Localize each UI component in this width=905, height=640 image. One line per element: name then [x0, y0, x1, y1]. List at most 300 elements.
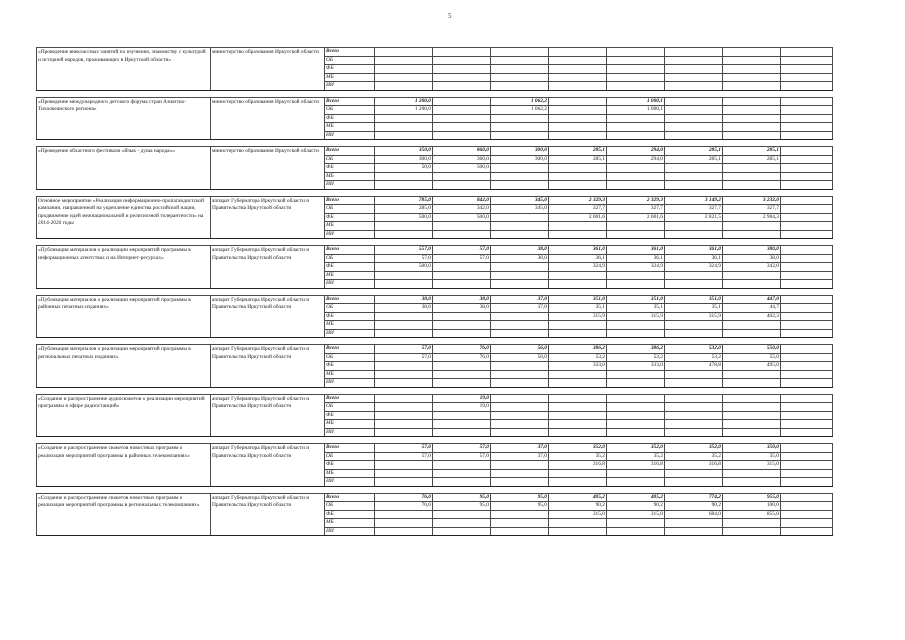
amount-cell: 285,1: [549, 147, 607, 156]
block-gap: [37, 486, 833, 493]
amount-cell: [491, 461, 549, 470]
funding-source-cell: Всего: [325, 444, 375, 453]
amount-cell: 300,0: [375, 155, 433, 164]
amount-cell: 90,2: [665, 502, 723, 511]
amount-cell: [433, 370, 491, 379]
amount-cell: [781, 461, 833, 470]
funding-source-cell: ИИ: [325, 131, 375, 140]
amount-cell: [607, 420, 665, 429]
amount-cell: [781, 295, 833, 304]
funding-source-cell: МБ: [325, 420, 375, 429]
amount-cell: 380,0: [723, 246, 781, 255]
amount-cell: [375, 321, 433, 330]
amount-cell: [375, 271, 433, 280]
funding-source-cell: ИИ: [325, 181, 375, 190]
amount-cell: 56,0: [491, 353, 549, 362]
executor-cell: аппарат Губернатора Иркутской области и Правительства Иркутской области: [211, 493, 325, 536]
amount-cell: 860,0: [433, 147, 491, 156]
amount-cell: 785,0: [375, 196, 433, 205]
amount-cell: 352,0: [607, 444, 665, 453]
amount-cell: [781, 444, 833, 453]
amount-cell: [665, 181, 723, 190]
amount-cell: 285,0: [375, 205, 433, 214]
amount-cell: 315,0: [549, 510, 607, 519]
amount-cell: [607, 379, 665, 388]
amount-cell: 324,9: [607, 263, 665, 272]
amount-cell: [723, 428, 781, 437]
executor-cell: аппарат Губернатора Иркутской области и Правительства Иркутской области: [211, 444, 325, 487]
amount-cell: [665, 403, 723, 412]
funding-source-cell: ФБ: [325, 164, 375, 173]
amount-cell: 495,0: [723, 362, 781, 371]
funding-source-cell: МБ: [325, 123, 375, 132]
amount-cell: [491, 428, 549, 437]
amount-cell: 315,9: [607, 312, 665, 321]
funding-source-cell: ФБ: [325, 263, 375, 272]
amount-cell: [375, 131, 433, 140]
amount-cell: [491, 56, 549, 65]
table-row: [37, 196, 833, 205]
amount-cell: 19,0: [433, 394, 491, 403]
amount-cell: [665, 379, 723, 388]
amount-cell: [781, 469, 833, 478]
amount-cell: 76,0: [375, 493, 433, 502]
funding-source-cell: Всего: [325, 295, 375, 304]
executor-cell: министерство образования Иркутской области: [211, 97, 325, 140]
amount-cell: 333,0: [607, 362, 665, 371]
event-name-cell: «Проведение областного фестиваля «Язык - душа народа»»: [37, 147, 211, 190]
amount-cell: 56,0: [491, 345, 549, 354]
amount-cell: [723, 329, 781, 338]
funding-source-cell: ФБ: [325, 461, 375, 470]
table-row: [37, 97, 833, 106]
amount-cell: [665, 131, 723, 140]
amount-cell: [665, 394, 723, 403]
amount-cell: [375, 280, 433, 289]
amount-cell: [723, 65, 781, 74]
amount-cell: 2 001,6: [549, 213, 607, 222]
amount-cell: 38,0: [375, 304, 433, 313]
amount-cell: 35,1: [549, 304, 607, 313]
table-body: [37, 48, 833, 536]
amount-cell: 324,9: [549, 263, 607, 272]
amount-cell: 447,0: [723, 295, 781, 304]
amount-cell: [781, 65, 833, 74]
amount-cell: [375, 403, 433, 412]
block-gap: [37, 90, 833, 97]
amount-cell: 2 001,6: [607, 213, 665, 222]
amount-cell: [781, 493, 833, 502]
amount-cell: 38,0: [433, 304, 491, 313]
amount-cell: [607, 123, 665, 132]
amount-cell: [665, 230, 723, 239]
amount-cell: [433, 280, 491, 289]
amount-cell: [607, 82, 665, 91]
amount-cell: [549, 519, 607, 528]
amount-cell: 1 000,1: [607, 97, 665, 106]
amount-cell: [665, 469, 723, 478]
amount-cell: [549, 106, 607, 115]
amount-cell: [549, 394, 607, 403]
amount-cell: [781, 353, 833, 362]
amount-cell: 38,0: [491, 246, 549, 255]
amount-cell: [607, 428, 665, 437]
amount-cell: [491, 73, 549, 82]
funding-source-cell: Всего: [325, 196, 375, 205]
amount-cell: [781, 205, 833, 214]
amount-cell: [665, 321, 723, 330]
amount-cell: 774,2: [665, 493, 723, 502]
table-row: [37, 147, 833, 156]
block-gap: [37, 140, 833, 147]
amount-cell: 36,1: [665, 254, 723, 263]
amount-cell: [665, 97, 723, 106]
amount-cell: [781, 263, 833, 272]
amount-cell: 44,7: [723, 304, 781, 313]
amount-cell: [665, 56, 723, 65]
amount-cell: [781, 403, 833, 412]
amount-cell: [491, 362, 549, 371]
amount-cell: [723, 48, 781, 57]
amount-cell: [549, 403, 607, 412]
amount-cell: [375, 420, 433, 429]
funding-source-cell: МБ: [325, 222, 375, 231]
gap-cell: [37, 437, 833, 444]
amount-cell: 294,0: [607, 155, 665, 164]
amount-cell: 342,0: [433, 205, 491, 214]
funding-source-cell: ОБ: [325, 502, 375, 511]
event-name-cell: «Проведение международного детского форума стран Азиатско-Тихоокеанского региона»: [37, 97, 211, 140]
amount-cell: [491, 181, 549, 190]
amount-cell: [665, 411, 723, 420]
amount-cell: 315,0: [723, 461, 781, 470]
amount-cell: 95,0: [491, 502, 549, 511]
block-gap: [37, 189, 833, 196]
funding-source-cell: ИИ: [325, 329, 375, 338]
amount-cell: [665, 370, 723, 379]
amount-cell: 57,0: [375, 452, 433, 461]
amount-cell: 842,0: [433, 196, 491, 205]
amount-cell: [491, 527, 549, 536]
amount-cell: [375, 478, 433, 487]
amount-cell: 352,0: [549, 444, 607, 453]
amount-cell: 36,1: [549, 254, 607, 263]
amount-cell: 53,2: [607, 353, 665, 362]
amount-cell: [665, 478, 723, 487]
funding-source-cell: ОБ: [325, 254, 375, 263]
block-gap: [37, 239, 833, 246]
amount-cell: 2 821,5: [665, 213, 723, 222]
amount-cell: [433, 461, 491, 470]
amount-cell: 352,0: [665, 444, 723, 453]
amount-cell: 285,1: [549, 155, 607, 164]
amount-cell: 315,9: [549, 312, 607, 321]
amount-cell: [723, 271, 781, 280]
amount-cell: [665, 271, 723, 280]
amount-cell: 53,2: [665, 353, 723, 362]
amount-cell: [781, 271, 833, 280]
amount-cell: 327,7: [665, 205, 723, 214]
amount-cell: 351,0: [549, 295, 607, 304]
amount-cell: [375, 527, 433, 536]
amount-cell: 500,0: [433, 213, 491, 222]
amount-cell: [781, 452, 833, 461]
amount-cell: [491, 222, 549, 231]
amount-cell: [607, 56, 665, 65]
funding-source-cell: МБ: [325, 519, 375, 528]
amount-cell: [375, 510, 433, 519]
amount-cell: 361,0: [549, 246, 607, 255]
amount-cell: 1 062,2: [491, 106, 549, 115]
gap-cell: [37, 189, 833, 196]
amount-cell: [433, 48, 491, 57]
amount-cell: [491, 164, 549, 173]
amount-cell: 90,2: [549, 502, 607, 511]
gap-cell: [37, 90, 833, 97]
amount-cell: 2 904,3: [723, 213, 781, 222]
amount-cell: [549, 48, 607, 57]
amount-cell: [433, 123, 491, 132]
amount-cell: [491, 230, 549, 239]
event-name-cell: «Создание и распространение аудиосюжетов о реализации мероприятий программы в эфире радиостанций»: [37, 394, 211, 437]
funding-source-cell: МБ: [325, 370, 375, 379]
amount-cell: [433, 312, 491, 321]
amount-cell: [433, 379, 491, 388]
amount-cell: [549, 172, 607, 181]
funding-source-cell: ИИ: [325, 280, 375, 289]
amount-cell: 345,0: [491, 205, 549, 214]
amount-cell: 316,8: [607, 461, 665, 470]
amount-cell: [375, 114, 433, 123]
amount-cell: [375, 394, 433, 403]
amount-cell: [491, 48, 549, 57]
amount-cell: [781, 246, 833, 255]
amount-cell: 2 329,3: [549, 196, 607, 205]
amount-cell: 351,0: [607, 295, 665, 304]
amount-cell: 95,0: [433, 502, 491, 511]
amount-cell: [665, 164, 723, 173]
amount-cell: [549, 469, 607, 478]
block-gap: [37, 338, 833, 345]
amount-cell: [491, 280, 549, 289]
amount-cell: [433, 73, 491, 82]
amount-cell: [375, 48, 433, 57]
amount-cell: [549, 370, 607, 379]
amount-cell: 300,0: [491, 155, 549, 164]
amount-cell: [491, 420, 549, 429]
amount-cell: 57,0: [433, 452, 491, 461]
amount-cell: [375, 56, 433, 65]
amount-cell: [375, 379, 433, 388]
amount-cell: [781, 56, 833, 65]
amount-cell: [375, 73, 433, 82]
funding-source-cell: ФБ: [325, 312, 375, 321]
amount-cell: [781, 510, 833, 519]
funding-source-cell: ФБ: [325, 114, 375, 123]
amount-cell: 361,0: [607, 246, 665, 255]
amount-cell: 351,0: [665, 295, 723, 304]
amount-cell: 50,0: [375, 164, 433, 173]
amount-cell: [665, 280, 723, 289]
amount-cell: 57,0: [433, 254, 491, 263]
funding-source-cell: ОБ: [325, 304, 375, 313]
amount-cell: [781, 280, 833, 289]
amount-cell: [781, 420, 833, 429]
amount-cell: [491, 403, 549, 412]
amount-cell: [607, 73, 665, 82]
amount-cell: 55,0: [723, 353, 781, 362]
amount-cell: [375, 172, 433, 181]
event-name-cell: «Публикация материалов о реализации мероприятий программы в региональных печатных изданиях»: [37, 345, 211, 388]
amount-cell: [665, 114, 723, 123]
amount-cell: 315,9: [665, 312, 723, 321]
amount-cell: 38,0: [433, 295, 491, 304]
amount-cell: [607, 172, 665, 181]
amount-cell: 327,7: [607, 205, 665, 214]
amount-cell: [433, 519, 491, 528]
amount-cell: [723, 97, 781, 106]
amount-cell: [491, 312, 549, 321]
amount-cell: [549, 131, 607, 140]
amount-cell: [433, 82, 491, 91]
gap-cell: [37, 387, 833, 394]
funding-source-cell: ФБ: [325, 362, 375, 371]
amount-cell: 57,0: [375, 444, 433, 453]
amount-cell: 532,0: [665, 345, 723, 354]
amount-cell: 35,2: [665, 452, 723, 461]
amount-cell: 285,1: [665, 147, 723, 156]
amount-cell: [723, 82, 781, 91]
event-name-cell: «Создание и распространение сюжетов новостных программ о реализации мероприятий программы в районных телекомпаниях»: [37, 444, 211, 487]
amount-cell: [375, 312, 433, 321]
amount-cell: [375, 230, 433, 239]
funding-source-cell: ИИ: [325, 379, 375, 388]
amount-cell: [491, 379, 549, 388]
table-row: [37, 444, 833, 453]
amount-cell: [549, 56, 607, 65]
gap-cell: [37, 140, 833, 147]
funding-source-cell: МБ: [325, 271, 375, 280]
amount-cell: 76,0: [433, 345, 491, 354]
amount-cell: [375, 65, 433, 74]
funding-source-cell: Всего: [325, 246, 375, 255]
amount-cell: 35,0: [723, 452, 781, 461]
amount-cell: [665, 222, 723, 231]
amount-cell: 500,0: [375, 263, 433, 272]
executor-cell: аппарат Губернатора Иркутской области и Правительства Иркутской области: [211, 295, 325, 338]
amount-cell: [433, 114, 491, 123]
amount-cell: [433, 420, 491, 429]
amount-cell: [433, 222, 491, 231]
amount-cell: [607, 230, 665, 239]
event-name-cell: «Проведение внеклассных занятий по изучению, знакомству с культурой и историей народов, проживающих в Иркутской области»: [37, 48, 211, 91]
amount-cell: [549, 271, 607, 280]
amount-cell: 285,1: [665, 155, 723, 164]
amount-cell: 955,0: [723, 493, 781, 502]
amount-cell: [665, 519, 723, 528]
table-row: [37, 394, 833, 403]
amount-cell: [491, 213, 549, 222]
table-row: [37, 295, 833, 304]
amount-cell: [375, 428, 433, 437]
amount-cell: [607, 280, 665, 289]
amount-cell: [781, 114, 833, 123]
amount-cell: 2 329,3: [607, 196, 665, 205]
amount-cell: [491, 123, 549, 132]
amount-cell: [491, 82, 549, 91]
amount-cell: [607, 181, 665, 190]
amount-cell: [781, 73, 833, 82]
amount-cell: 333,0: [549, 362, 607, 371]
amount-cell: [723, 123, 781, 132]
amount-cell: 1 200,0: [375, 97, 433, 106]
amount-cell: 405,2: [549, 493, 607, 502]
amount-cell: [433, 181, 491, 190]
amount-cell: [491, 469, 549, 478]
amount-cell: 684,0: [665, 510, 723, 519]
table-row: [37, 48, 833, 57]
amount-cell: [491, 329, 549, 338]
amount-cell: 1 200,0: [375, 106, 433, 115]
amount-cell: [433, 510, 491, 519]
amount-cell: [433, 329, 491, 338]
amount-cell: [781, 304, 833, 313]
block-gap: [37, 387, 833, 394]
executor-cell: министерство образования Иркутской области: [211, 48, 325, 91]
executor-cell: аппарат Губернатора Иркутской области и Правительства Иркутской области: [211, 394, 325, 437]
funding-source-cell: ФБ: [325, 411, 375, 420]
amount-cell: [433, 56, 491, 65]
amount-cell: [665, 48, 723, 57]
amount-cell: 57,0: [375, 353, 433, 362]
funding-source-cell: ОБ: [325, 403, 375, 412]
funding-source-cell: Всего: [325, 345, 375, 354]
table-row: [37, 345, 833, 354]
amount-cell: [723, 230, 781, 239]
amount-cell: 342,0: [723, 263, 781, 272]
funding-source-cell: ФБ: [325, 510, 375, 519]
executor-cell: министерство образования Иркутской области: [211, 147, 325, 190]
amount-cell: 35,1: [665, 304, 723, 313]
amount-cell: [433, 65, 491, 74]
amount-cell: [491, 411, 549, 420]
amount-cell: [433, 172, 491, 181]
amount-cell: [491, 478, 549, 487]
amount-cell: [723, 181, 781, 190]
amount-cell: 36,1: [607, 254, 665, 263]
amount-cell: [607, 527, 665, 536]
gap-cell: [37, 288, 833, 295]
amount-cell: 38,0: [375, 295, 433, 304]
amount-cell: [723, 403, 781, 412]
funding-source-cell: МБ: [325, 73, 375, 82]
amount-cell: [607, 370, 665, 379]
amount-cell: [375, 469, 433, 478]
amount-cell: 316,8: [549, 461, 607, 470]
amount-cell: [781, 478, 833, 487]
amount-cell: [375, 461, 433, 470]
amount-cell: [433, 428, 491, 437]
amount-cell: [723, 106, 781, 115]
funding-source-cell: ИИ: [325, 428, 375, 437]
amount-cell: 1 000,1: [607, 106, 665, 115]
amount-cell: [549, 329, 607, 338]
funding-source-cell: ИИ: [325, 527, 375, 536]
amount-cell: 386,2: [607, 345, 665, 354]
budget-table: [36, 47, 833, 536]
amount-cell: [607, 114, 665, 123]
funding-source-cell: ОБ: [325, 452, 375, 461]
